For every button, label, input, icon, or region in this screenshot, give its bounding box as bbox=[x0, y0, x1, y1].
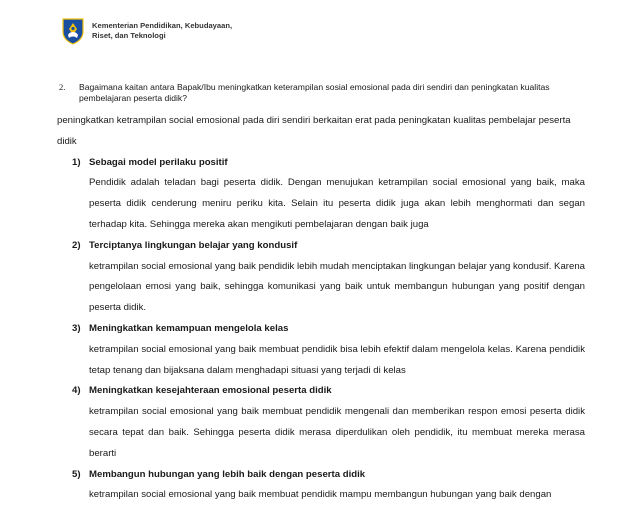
item-body: Pendidik adalah teladan bagi peserta didik. Dengan menujukan ketrampilan social emosional yang baik, maka peserta didik cenderung meniru periku kita. Selain itu peserta didik juga akan lebih menghormati dan segan terhadap kita. Sehingga mereka akan mengikuti pembelajaran dengan baik juga bbox=[89, 177, 585, 230]
item-heading bbox=[57, 236, 585, 257]
answer-list bbox=[57, 153, 585, 506]
page-header bbox=[60, 17, 232, 45]
answer-block bbox=[57, 111, 585, 506]
list-item bbox=[57, 153, 585, 236]
item-number: 3) bbox=[72, 322, 81, 334]
item-number: 5) bbox=[72, 468, 81, 480]
item-title: Meningkatkan kesejahteraan emosional peserta didik bbox=[89, 385, 332, 397]
tut-wuri-handayani-logo-icon bbox=[60, 17, 86, 45]
item-title: Terciptanya lingkungan belajar yang kondusif bbox=[89, 239, 298, 251]
item-body: ketrampilan social emosional yang baik pendidik lebih mudah menciptakan lingkungan belajar yang kondusif. Karena pengelolaan emosi yang baik, sehingga komunikasi yang baik untuk membangun hubungan yang positif dengan peserta didik. bbox=[89, 260, 585, 314]
list-item bbox=[57, 319, 585, 381]
list-item bbox=[57, 381, 585, 464]
question-block bbox=[59, 82, 579, 104]
item-number: 1) bbox=[72, 156, 81, 168]
item-heading bbox=[57, 381, 585, 402]
ministry-name-line1: Kementerian Pendidikan, Kebudayaan, bbox=[92, 21, 233, 30]
item-title: Membangun hubungan yang lebih baik dengan peserta didik bbox=[89, 468, 366, 480]
ministry-name-line2: Riset, dan Teknologi bbox=[92, 31, 166, 40]
item-number: 4) bbox=[72, 385, 81, 397]
item-heading bbox=[57, 153, 585, 174]
list-item bbox=[57, 465, 585, 506]
answer-intro: peningkatkan ketrampilan social emosional pada diri sendiri berkaitan erat pada peningkatan kualitas pembelajar peserta didik bbox=[57, 115, 571, 147]
ministry-name bbox=[92, 21, 232, 41]
item-heading bbox=[57, 319, 585, 340]
item-body: ketrampilan social emosional yang baik membuat pendidik mampu membangun hubungan yang baik dengan bbox=[89, 489, 552, 501]
item-heading bbox=[57, 465, 585, 486]
item-number: 2) bbox=[72, 239, 81, 251]
item-title: Meningkatkan kemampuan mengelola kelas bbox=[89, 322, 289, 334]
question-number: 2. bbox=[59, 82, 66, 92]
question-text: Bagaimana kaitan antara Bapak/Ibu meningkatkan keterampilan sosial emosional pada diri sendiri dan peningkatan kualitas pembelajaran peserta didik? bbox=[79, 82, 550, 103]
item-title: Sebagai model perilaku positif bbox=[89, 156, 228, 168]
item-body: ketrampilan social emosional yang baik membuat pendidik mengenali dan memberikan respon emosi peserta didik secara tepat dan baik. Sehingga peserta didik merasa diperdulikan oleh pendidik, itu membuat mereka merasa berarti bbox=[89, 406, 585, 459]
item-body: ketrampilan social emosional yang baik membuat pendidik bisa lebih efektif dalam mengelola kelas. Karena pendidik tetap tenang dan bijaksana dalam menghadapi situasi yang terjadi di kelas bbox=[89, 343, 585, 376]
list-item bbox=[57, 236, 585, 319]
